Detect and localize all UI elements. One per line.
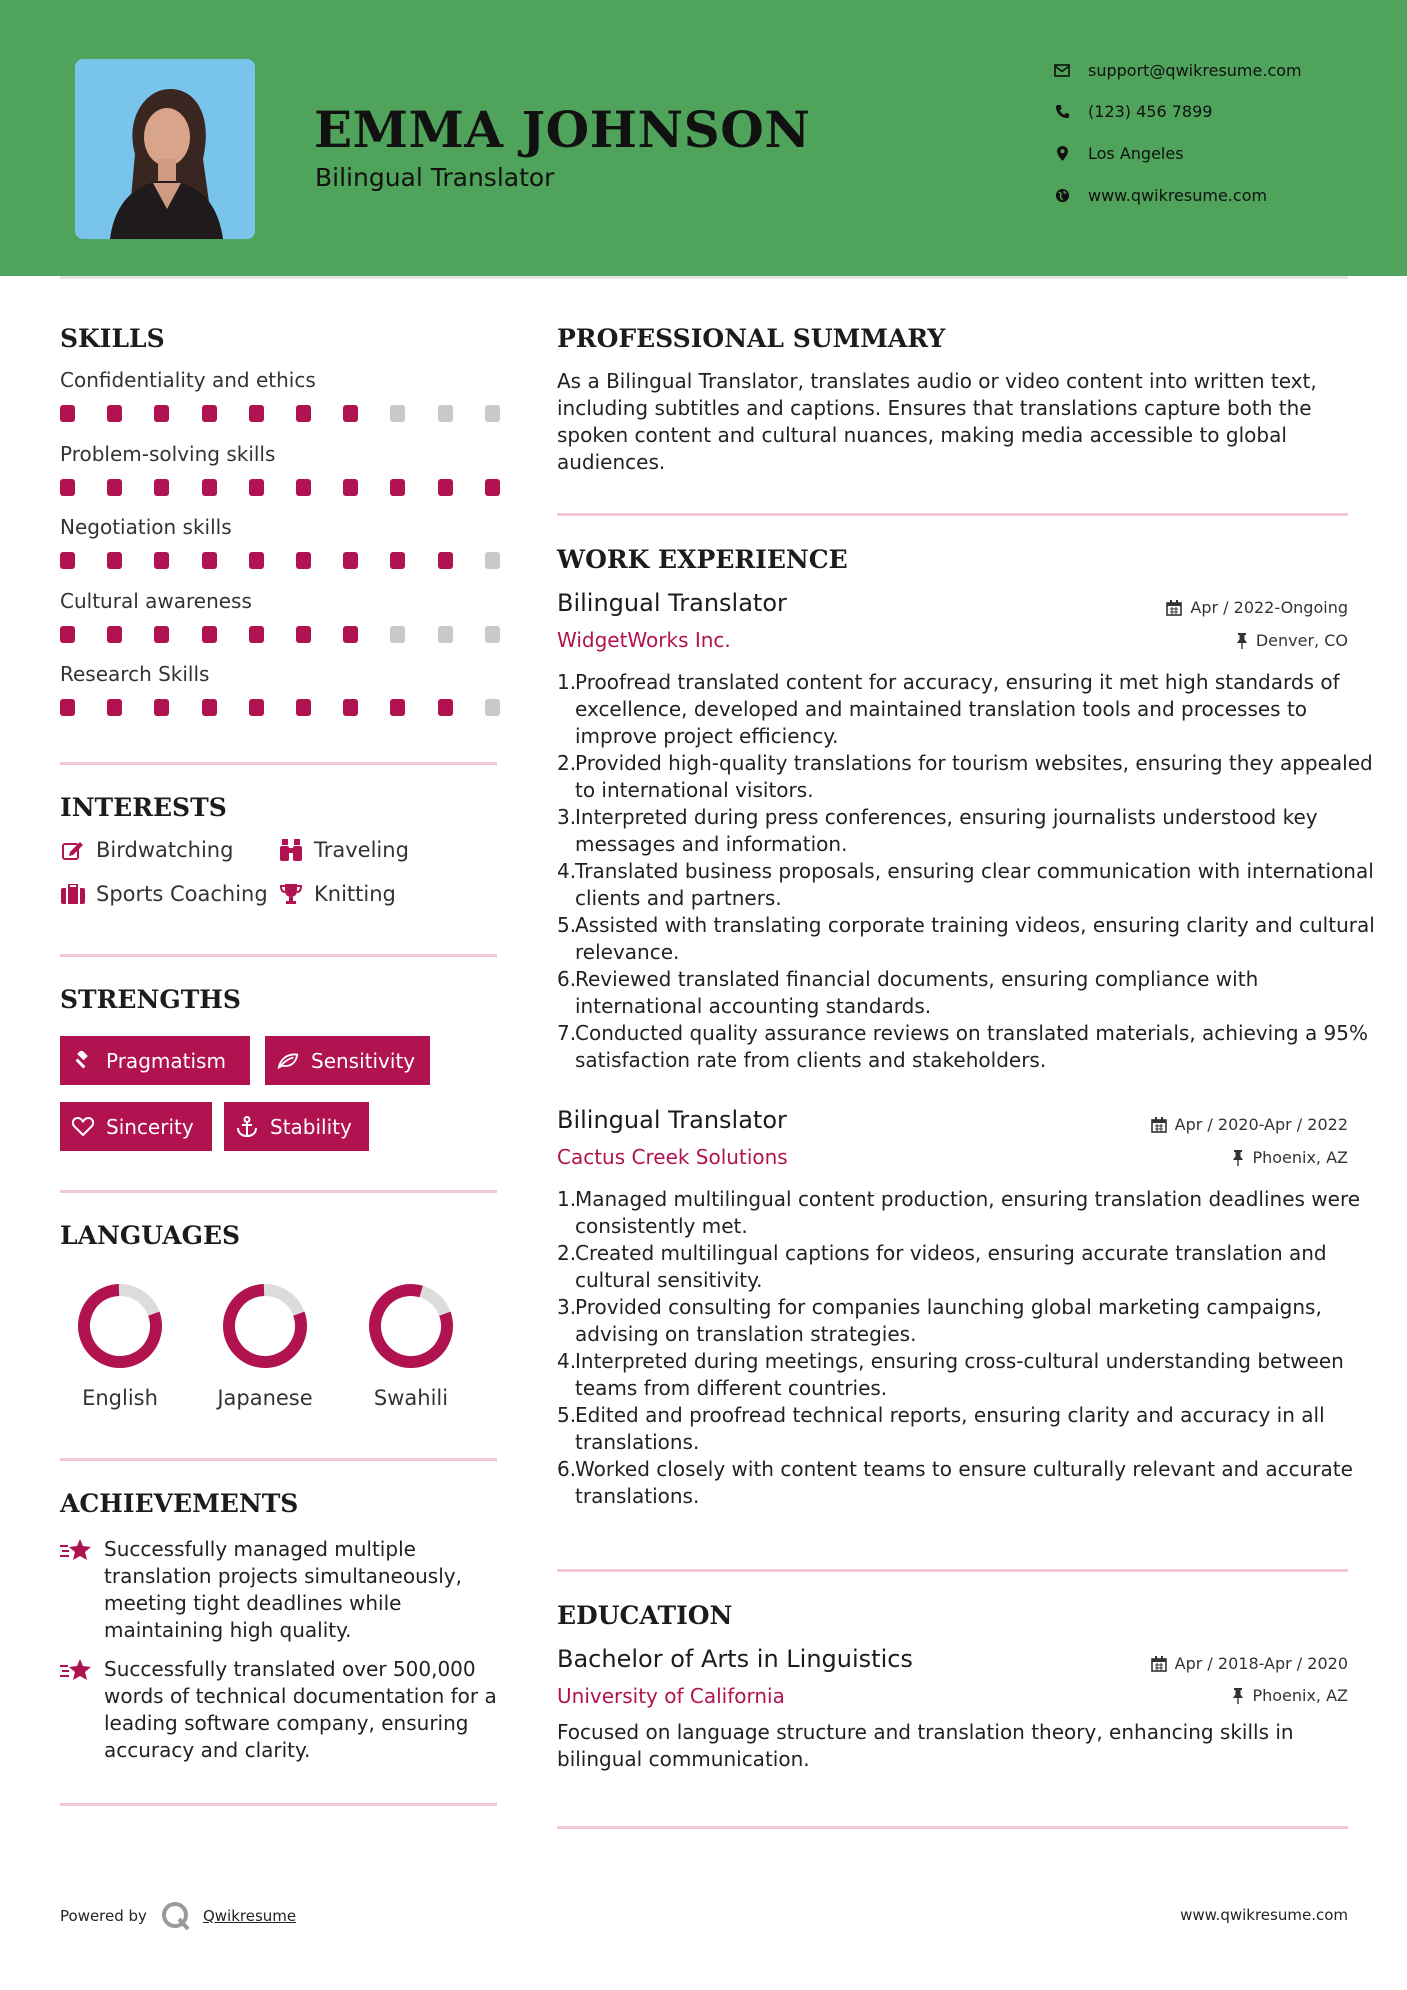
- dates-text: Apr / 2022-Ongoing: [1190, 598, 1348, 617]
- duty-text: Managed multilingual content production, ensuring translation deadlines were consistently met.: [575, 1187, 1361, 1238]
- strengths-heading: STRENGTHS: [60, 985, 241, 1014]
- section-divider: [557, 513, 1348, 516]
- rating-dot-filled: [390, 699, 405, 716]
- header: [0, 0, 1407, 276]
- duty-text: Created multilingual captions for videos, ensuring accurate translation and cultural sensitivity.: [575, 1241, 1327, 1292]
- rating-dot-filled: [60, 699, 75, 716]
- pushpin-icon: [1232, 1150, 1244, 1166]
- dates-text: Apr / 2018-Apr / 2020: [1174, 1654, 1348, 1673]
- location-text: Denver, CO: [1255, 631, 1348, 650]
- rating-dot-filled: [438, 552, 453, 569]
- duty-item: 7. Conducted quality assurance reviews on translated materials, achieving a 95% satisfaction rate from clients and stakeholders.: [557, 1021, 1369, 1072]
- duty-text: Assisted with translating corporate training videos, ensuring clarity and cultural relevance.: [575, 913, 1375, 964]
- contact-email[interactable]: [1050, 55, 1370, 85]
- duty-item: 5. Assisted with translating corporate training videos, ensuring clarity and cultural relevance.: [557, 913, 1375, 964]
- edit-icon: [60, 840, 86, 860]
- brand-link[interactable]: Qwikresume: [202, 1907, 297, 1925]
- language-ring: [351, 1283, 471, 1377]
- duty-item: 1. Proofread translated content for accuracy, ensuring it met high standards of excellence, developed and maintained translation tools and processes to improve project efficiency.: [557, 670, 1340, 748]
- duty-item: 3. Interpreted during press conferences, ensuring journalists understood key messages and information.: [557, 805, 1318, 856]
- duty-text: Worked closely with content teams to ensure culturally relevant and accurate translations.: [575, 1457, 1353, 1508]
- job-location: [1236, 631, 1348, 650]
- interest-label: Traveling: [314, 838, 409, 862]
- rating-dot-empty: [485, 699, 500, 716]
- skill-rating: [60, 550, 500, 570]
- rating-dot-filled: [60, 405, 75, 422]
- candidate-name: EMMA JOHNSON: [314, 100, 811, 159]
- achievements-heading: ACHIEVEMENTS: [60, 1489, 299, 1518]
- suitcase-icon: [60, 884, 86, 904]
- rating-dot-empty: [485, 552, 500, 569]
- profile-photo: [75, 59, 255, 239]
- envelope-icon: [1050, 64, 1074, 77]
- strength-badge: [60, 1102, 212, 1151]
- rating-dot-filled: [343, 479, 358, 496]
- rating-dot-filled: [154, 626, 169, 643]
- interest-label: Knitting: [314, 882, 396, 906]
- rating-dot-filled: [485, 479, 500, 496]
- calendar-icon: [1151, 1117, 1167, 1133]
- education-heading: EDUCATION: [557, 1601, 733, 1630]
- job-dates: [1166, 598, 1348, 617]
- rating-dot-filled: [154, 552, 169, 569]
- duty-text: Proofread translated content for accuracy, ensuring it met high standards of excellence, developed and maintained translation tools and processes to improve project efficiency.: [575, 670, 1340, 748]
- location-text: Phoenix, AZ: [1252, 1686, 1348, 1705]
- achievement-text: Successfully managed multiple translation projects simultaneously, meeting tight deadlines while maintaining high quality.: [104, 1537, 462, 1642]
- rating-dot-filled: [343, 699, 358, 716]
- section-divider: [60, 1190, 497, 1193]
- binoculars-icon: [278, 839, 304, 861]
- rating-dot-filled: [343, 405, 358, 422]
- skill-name: Negotiation skills: [60, 515, 232, 539]
- duty-text: Translated business proposals, ensuring clear communication with international clients and partners.: [575, 859, 1374, 910]
- map-marker-icon: [1050, 146, 1074, 161]
- strength-label: Stability: [270, 1114, 352, 1139]
- duty-text: Provided high-quality translations for tourism websites, ensuring they appealed to international visitors.: [575, 751, 1373, 802]
- summary-text: As a Bilingual Translator, translates audio or video content into written text, including subtitles and captions. Ensures that translations capture both the spoken content and cultural nuances, making media accessible to global audiences.: [557, 369, 1317, 474]
- skills-heading: SKILLS: [60, 324, 165, 353]
- language-name: Swahili: [373, 1386, 449, 1410]
- rating-dot-filled: [154, 699, 169, 716]
- rating-dot-filled: [343, 626, 358, 643]
- heart-icon: [72, 1117, 94, 1137]
- skill-name: Problem-solving skills: [60, 441, 276, 466]
- rating-dot-filled: [154, 479, 169, 496]
- rating-dot-filled: [296, 626, 311, 643]
- powered-by-text: Powered by: [60, 1907, 147, 1925]
- rating-dot-filled: [202, 699, 217, 716]
- rating-dot-filled: [390, 552, 405, 569]
- company-name: Cactus Creek Solutions: [557, 1145, 788, 1169]
- email-text: support@qwikresume.com: [1088, 60, 1302, 80]
- skill-name: Research Skills: [60, 662, 210, 686]
- summary-heading: PROFESSIONAL SUMMARY: [557, 324, 946, 353]
- duty-text: Interpreted during press conferences, ensuring journalists understood key messages and information.: [575, 805, 1318, 856]
- phone-text: (123) 456 7899: [1088, 101, 1213, 121]
- rating-dot-filled: [296, 479, 311, 496]
- header-divider: [60, 276, 1348, 279]
- shooting-star-icon: [60, 1538, 96, 1566]
- language-ring-fill: [219, 1283, 311, 1372]
- language-ring-fill: [74, 1283, 166, 1372]
- section-divider: [557, 1826, 1348, 1829]
- rating-dot-filled: [107, 552, 122, 569]
- skill-name: Confidentiality and ethics: [60, 368, 316, 392]
- rating-dot-empty: [438, 405, 453, 422]
- duty-item: 6. Reviewed translated financial documents, ensuring compliance with international accounting standards.: [557, 967, 1259, 1018]
- experience-heading: WORK EXPERIENCE: [557, 545, 848, 574]
- skill-name: Cultural awareness: [60, 588, 252, 613]
- rating-dot-filled: [296, 552, 311, 569]
- qwikresume-logo-icon: [161, 1901, 191, 1931]
- rating-dot-filled: [249, 626, 264, 643]
- rating-dot-filled: [202, 405, 217, 422]
- rating-dot-filled: [60, 626, 75, 643]
- strength-badge: [265, 1036, 430, 1085]
- shooting-star-icon: [60, 1658, 96, 1686]
- rating-dot-filled: [249, 699, 264, 716]
- interests-heading: INTERESTS: [60, 793, 227, 822]
- pushpin-icon: [1236, 633, 1248, 649]
- languages-heading: LANGUAGES: [60, 1221, 241, 1250]
- rating-dot-filled: [107, 626, 122, 643]
- location-text: Phoenix, AZ: [1252, 1148, 1348, 1167]
- rating-dot-empty: [390, 405, 405, 422]
- rating-dot-filled: [202, 552, 217, 569]
- job-dates: [1151, 1115, 1348, 1134]
- rating-dot-filled: [107, 405, 122, 422]
- achievement-text: Successfully translated over 500,000 words of technical documentation for a leading software company, ensuring accuracy and clarity.: [104, 1657, 497, 1762]
- section-divider: [557, 1569, 1348, 1572]
- degree-title: Bachelor of Arts in Linguistics: [557, 1645, 913, 1673]
- rating-dot-empty: [390, 626, 405, 643]
- company-name: WidgetWorks Inc.: [557, 628, 731, 652]
- section-divider: [60, 954, 497, 957]
- education-text: Focused on language structure and translation theory, enhancing skills in bilingual communication.: [557, 1720, 1294, 1771]
- duty-text: Conducted quality assurance reviews on translated materials, achieving a 95% satisfaction rate from clients and stakeholders.: [575, 1021, 1369, 1072]
- rating-dot-filled: [296, 405, 311, 422]
- duty-text: Provided consulting for companies launching global marketing campaigns, advising on translation strategies.: [575, 1295, 1322, 1346]
- strength-label: Sincerity: [106, 1114, 194, 1139]
- achievement-item: [60, 1536, 500, 1656]
- globe-icon: [1050, 188, 1074, 203]
- duty-item: 5. Edited and proofread technical reports, ensuring clarity and accuracy in all translations.: [557, 1403, 1325, 1454]
- interest-item: [278, 838, 409, 862]
- duty-item: 6. Worked closely with content teams to ensure culturally relevant and accurate translations.: [557, 1457, 1353, 1508]
- duty-text: Reviewed translated financial documents, ensuring compliance with international accounting standards.: [575, 967, 1259, 1018]
- duty-item: 4. Translated business proposals, ensuring clear communication with international clients and partners.: [557, 859, 1374, 910]
- rating-dot-filled: [343, 552, 358, 569]
- rating-dot-filled: [154, 405, 169, 422]
- strength-label: Sensitivity: [311, 1048, 416, 1073]
- footer-website[interactable]: www.qwikresume.com: [1180, 1906, 1348, 1924]
- rating-dot-filled: [202, 479, 217, 496]
- contact-website[interactable]: [1050, 180, 1370, 210]
- skill-rating: [60, 697, 500, 717]
- interest-item: [60, 882, 268, 906]
- school-name: University of California: [557, 1684, 785, 1708]
- calendar-icon: [1166, 600, 1182, 616]
- strength-badge: [60, 1036, 250, 1085]
- duty-item: 1. Managed multilingual content production, ensuring translation deadlines were consistently met.: [557, 1187, 1361, 1238]
- job-title: Bilingual Translator: [557, 1106, 787, 1134]
- anchor-icon: [236, 1116, 258, 1138]
- achievement-item: [60, 1656, 500, 1776]
- interest-item: [60, 838, 233, 862]
- duty-text: Interpreted during meetings, ensuring cross-cultural understanding between teams from different countries.: [575, 1349, 1344, 1400]
- education-dates: [1151, 1654, 1348, 1673]
- rating-dot-filled: [249, 405, 264, 422]
- website-text: www.qwikresume.com: [1088, 185, 1268, 205]
- rating-dot-filled: [438, 479, 453, 496]
- duty-item: 2. Created multilingual captions for videos, ensuring accurate translation and cultural sensitivity.: [557, 1241, 1327, 1292]
- duty-text: Edited and proofread technical reports, ensuring clarity and accuracy in all translations.: [575, 1403, 1325, 1454]
- skill-rating: [60, 477, 500, 497]
- leaf-icon: [277, 1052, 299, 1070]
- language-ring-fill: [365, 1283, 457, 1372]
- rating-dot-filled: [60, 479, 75, 496]
- strength-badge: [224, 1102, 369, 1151]
- rating-dot-empty: [438, 626, 453, 643]
- contact-location: [1050, 138, 1370, 168]
- rating-dot-filled: [107, 479, 122, 496]
- job-location: [1232, 1148, 1348, 1167]
- duty-item: 2. Provided high-quality translations for tourism websites, ensuring they appealed to international visitors.: [557, 751, 1373, 802]
- language-name: English: [82, 1386, 158, 1410]
- strength-label: Pragmatism: [106, 1048, 226, 1073]
- interest-label: Sports Coaching: [96, 882, 268, 906]
- skill-rating: [60, 624, 500, 644]
- location-text: Los Angeles: [1088, 143, 1184, 163]
- education-location: [1232, 1686, 1348, 1705]
- rating-dot-empty: [485, 405, 500, 422]
- rating-dot-filled: [249, 552, 264, 569]
- duty-item: 3. Provided consulting for companies launching global marketing campaigns, advising on translation strategies.: [557, 1295, 1322, 1346]
- rating-dot-filled: [438, 699, 453, 716]
- candidate-role: Bilingual Translator: [315, 163, 555, 192]
- rating-dot-filled: [249, 479, 264, 496]
- rating-dot-empty: [485, 626, 500, 643]
- pushpin-icon: [1232, 1688, 1244, 1704]
- job-duties: [557, 1186, 1375, 1510]
- section-divider: [60, 1458, 497, 1461]
- skill-rating: [60, 403, 500, 423]
- duty-item: 4. Interpreted during meetings, ensuring cross-cultural understanding between teams from different countries.: [557, 1349, 1344, 1400]
- job-duties: [557, 669, 1375, 1074]
- rating-dot-filled: [202, 626, 217, 643]
- phone-icon: [1050, 104, 1074, 119]
- gavel-icon: [72, 1051, 94, 1071]
- interest-label: Birdwatching: [96, 838, 234, 862]
- rating-dot-filled: [296, 699, 311, 716]
- language-ring: [60, 1283, 180, 1377]
- interest-item: [278, 882, 396, 906]
- trophy-icon: [278, 883, 304, 905]
- language-ring: [205, 1283, 325, 1377]
- rating-dot-filled: [390, 479, 405, 496]
- job-title: Bilingual Translator: [557, 589, 787, 617]
- rating-dot-filled: [107, 699, 122, 716]
- calendar-icon: [1151, 1656, 1167, 1672]
- contact-phone[interactable]: [1050, 96, 1370, 126]
- rating-dot-filled: [60, 552, 75, 569]
- section-divider: [60, 762, 497, 765]
- language-name: Japanese: [217, 1386, 313, 1410]
- footer-powered-by: [60, 1901, 296, 1931]
- section-divider: [60, 1803, 497, 1806]
- dates-text: Apr / 2020-Apr / 2022: [1174, 1115, 1348, 1134]
